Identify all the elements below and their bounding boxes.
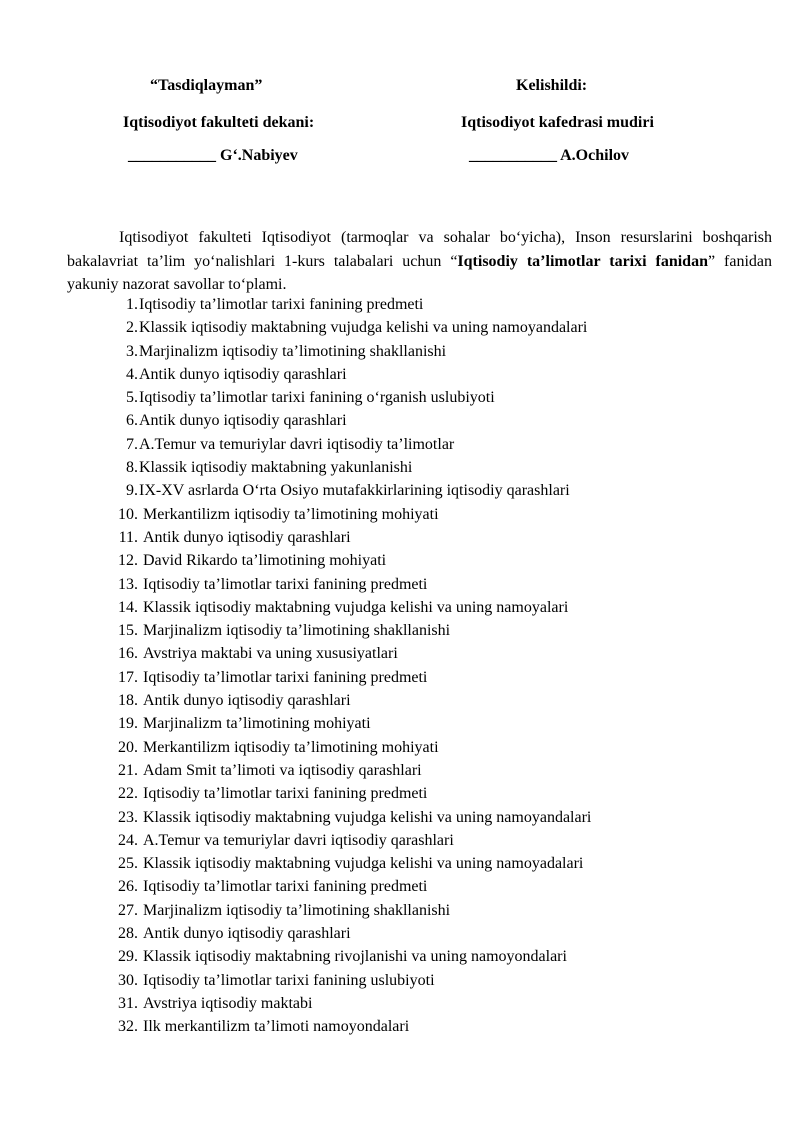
question-number: 4. <box>126 365 138 383</box>
question-item <box>0 1015 800 1038</box>
agreement-position: Iqtisodiyot kafedrasi mudiri <box>461 114 654 131</box>
question-text: Iqtisodiy ta’limotlar tarixi fanining predmeti <box>143 878 428 896</box>
question-number: 8. <box>126 459 138 477</box>
question-text: Avstriya maktabi va uning xususiyatlari <box>143 645 398 663</box>
question-item <box>0 596 800 619</box>
question-item <box>0 945 800 968</box>
approval-position: Iqtisodiyot fakulteti dekani: <box>123 114 315 131</box>
question-item <box>0 316 800 339</box>
question-number: 9. <box>126 482 138 500</box>
question-item <box>0 689 800 712</box>
question-text: Klassik iqtisodiy maktabning vujudga kelishi va uning namoyalari <box>143 598 569 616</box>
question-number: 25. <box>118 855 138 873</box>
intro-text-after: ” fanidan yakuniy nazorat savollar to‘plami. <box>67 252 773 293</box>
question-text: Marjinalizm iqtisodiy ta’limotining shakllanishi <box>143 901 451 919</box>
question-text: Merkantilizm iqtisodiy ta’limotining mohiyati <box>143 738 439 756</box>
question-number: 24. <box>118 831 138 849</box>
question-item <box>0 782 800 805</box>
question-number: 15. <box>118 622 138 640</box>
question-item <box>0 433 800 456</box>
question-number: 32. <box>118 1018 138 1036</box>
question-item <box>0 712 800 735</box>
question-text: Iqtisodiy ta’limotlar tarixi fanining o‘rganish uslubiyoti <box>139 389 495 407</box>
question-item <box>0 503 800 526</box>
question-number: 18. <box>118 692 138 710</box>
agreement-title: Kelishildi: <box>516 77 588 94</box>
approval-signature: ___________ G‘.Nabiyev <box>128 147 298 164</box>
question-text: Iqtisodiy ta’limotlar tarixi fanining predmeti <box>143 668 428 686</box>
question-item <box>0 456 800 479</box>
question-number: 28. <box>118 925 138 943</box>
question-number: 7. <box>126 435 138 453</box>
question-text: Antik dunyo iqtisodiy qarashlari <box>139 365 347 383</box>
question-item <box>0 875 800 898</box>
question-text: Merkantilizm iqtisodiy ta’limotining mohiyati <box>143 505 439 523</box>
question-text: Avstriya iqtisodiy maktabi <box>143 994 313 1012</box>
question-item <box>0 386 800 409</box>
question-number: 11. <box>118 528 138 546</box>
question-list <box>0 293 800 1039</box>
question-item <box>0 666 800 689</box>
question-number: 12. <box>118 552 138 570</box>
question-number: 27. <box>118 901 138 919</box>
question-text: David Rikardo ta’limotining mohiyati <box>143 552 387 570</box>
question-item <box>0 409 800 432</box>
question-text: Antik dunyo iqtisodiy qarashlari <box>143 528 351 546</box>
question-item <box>0 759 800 782</box>
question-number: 17. <box>118 668 138 686</box>
question-text: Antik dunyo iqtisodiy qarashlari <box>143 925 351 943</box>
intro-paragraph <box>67 226 772 297</box>
question-item <box>0 829 800 852</box>
question-item <box>0 992 800 1015</box>
question-item <box>0 363 800 386</box>
question-number: 10. <box>118 505 138 523</box>
question-item <box>0 549 800 572</box>
question-number: 1. <box>126 296 138 313</box>
question-item <box>0 340 800 363</box>
question-number: 26. <box>118 878 138 896</box>
question-number: 14. <box>118 598 138 616</box>
intro-text-before: Iqtisodiyot fakulteti Iqtisodiyot (tarmoqlar va sohalar bo‘yicha), Inson resurslarini boshqarish bakalavriat ta’lim yo‘nalishlari 1-kurs talabalari uchun “ <box>67 229 772 270</box>
question-text: Klassik iqtisodiy maktabning vujudga kelishi va uning namoyadalari <box>143 855 584 873</box>
question-text: Antik dunyo iqtisodiy qarashlari <box>143 692 351 710</box>
question-item <box>0 852 800 875</box>
question-text: Ilk merkantilizm ta’limoti namoyondalari <box>143 1018 410 1036</box>
question-item <box>0 899 800 922</box>
subject-name: Iqtisodiy ta’limotlar tarixi fanidan <box>457 252 708 270</box>
question-text: Adam Smit ta’limoti va iqtisodiy qarashlari <box>143 761 422 779</box>
question-text: Iqtisodiy ta’limotlar tarixi fanining predmeti <box>143 575 428 593</box>
question-item <box>0 479 800 502</box>
question-item <box>0 293 800 316</box>
question-text: Klassik iqtisodiy maktabning vujudga kelishi va uning namoyandalari <box>143 808 592 826</box>
question-text: IX-XV asrlarda O‘rta Osiyo mutafakkirlarining iqtisodiy qarashlari <box>139 482 570 500</box>
question-text: A.Temur va temuriylar davri iqtisodiy ta’limotlar <box>139 435 455 453</box>
question-text: Antik dunyo iqtisodiy qarashlari <box>139 412 347 430</box>
question-item <box>0 526 800 549</box>
agreement-signature: ___________ A.Ochilov <box>469 147 630 164</box>
question-text: Marjinalizm ta’limotining mohiyati <box>143 715 371 733</box>
question-text: Marjinalizm iqtisodiy ta’limotining shakllanishi <box>143 622 451 640</box>
question-number: 23. <box>118 808 138 826</box>
question-number: 13. <box>118 575 138 593</box>
question-number: 2. <box>126 319 138 337</box>
question-number: 16. <box>118 645 138 663</box>
question-text: Iqtisodiy ta’limotlar tarixi fanining predmeti <box>139 296 424 313</box>
question-number: 29. <box>118 948 138 966</box>
question-item <box>0 573 800 596</box>
question-text: Iqtisodiy ta’limotlar tarixi fanining predmeti <box>143 785 428 803</box>
question-number: 22. <box>118 785 138 803</box>
question-item <box>0 619 800 642</box>
question-text: Klassik iqtisodiy maktabning rivojlanishi va uning namoyondalari <box>143 948 567 966</box>
question-number: 19. <box>118 715 138 733</box>
question-item <box>0 806 800 829</box>
question-item <box>0 969 800 992</box>
question-text: Klassik iqtisodiy maktabning yakunlanishi <box>139 459 413 477</box>
question-number: 21. <box>118 761 138 779</box>
question-item <box>0 736 800 759</box>
question-number: 30. <box>118 971 138 989</box>
question-text: Marjinalizm iqtisodiy ta’limotining shakllanishi <box>139 342 447 360</box>
question-item <box>0 922 800 945</box>
approval-title: “Tasdiqlayman” <box>150 77 263 94</box>
question-number: 5. <box>126 389 138 407</box>
question-text: Klassik iqtisodiy maktabning vujudga kelishi va uning namoyandalari <box>139 319 588 337</box>
question-number: 6. <box>126 412 138 430</box>
question-number: 31. <box>118 994 138 1012</box>
question-item <box>0 642 800 665</box>
question-number: 3. <box>126 342 138 360</box>
question-text: Iqtisodiy ta’limotlar tarixi fanining uslubiyoti <box>143 971 435 989</box>
question-number: 20. <box>118 738 138 756</box>
question-text: A.Temur va temuriylar davri iqtisodiy qarashlari <box>143 831 454 849</box>
